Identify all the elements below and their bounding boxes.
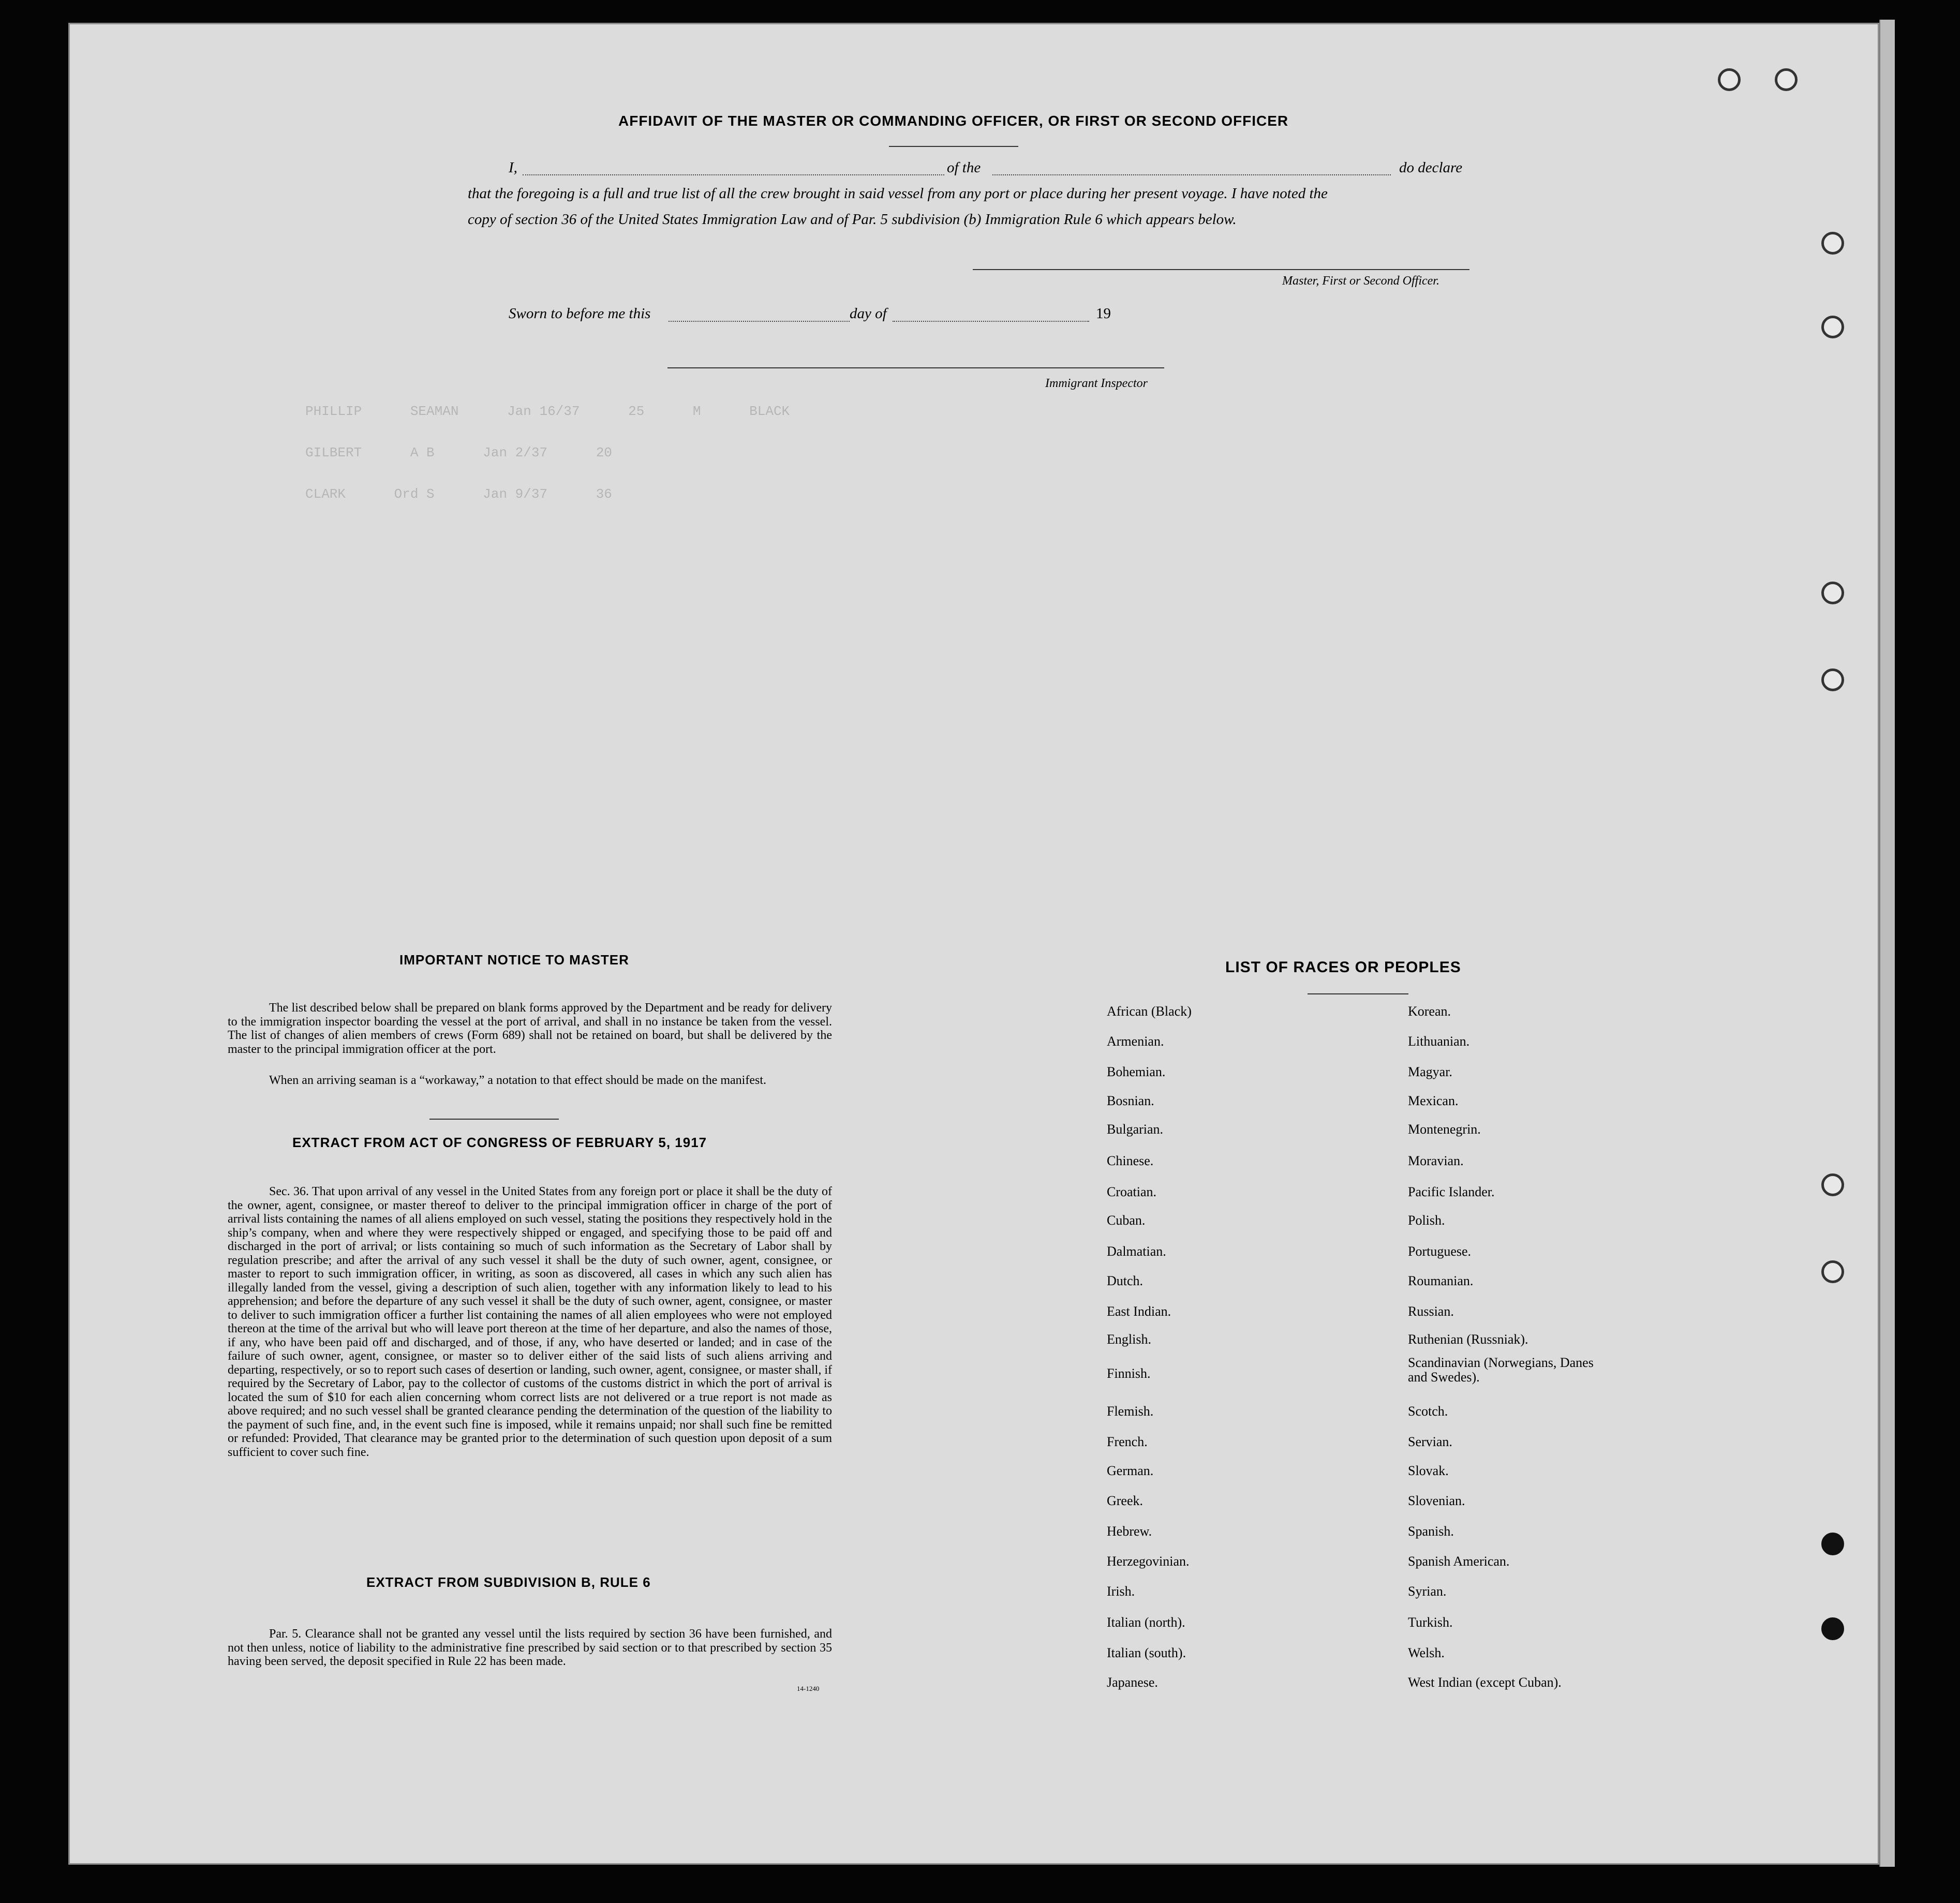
- race-item: Dutch.: [1107, 1273, 1144, 1288]
- race-item: Dalmatian.: [1107, 1244, 1166, 1259]
- race-item: English.: [1107, 1332, 1151, 1347]
- race-item: Irish.: [1107, 1584, 1135, 1599]
- race-item: Chinese.: [1107, 1153, 1154, 1168]
- race-item: Slovenian.: [1408, 1493, 1465, 1508]
- affidavit-do-declare: do declare: [1399, 159, 1463, 176]
- extract-act-title: EXTRACT FROM ACT OF CONGRESS OF FEBRUARY 5, 1917: [292, 1135, 707, 1150]
- race-item: East Indian.: [1107, 1304, 1171, 1319]
- race-item: Korean.: [1408, 1004, 1451, 1019]
- punch-hole: [1821, 1173, 1844, 1196]
- race-item: Armenian.: [1107, 1034, 1164, 1049]
- punch-hole: [1821, 582, 1844, 604]
- affidavit-i-label: I,: [509, 159, 517, 176]
- divider: [1308, 993, 1408, 994]
- master-signature-label: Master, First or Second Officer.: [1282, 274, 1439, 288]
- race-item: Turkish.: [1408, 1615, 1453, 1630]
- officer-name-field[interactable]: [523, 174, 944, 175]
- races-title: LIST OF RACES OR PEOPLES: [1225, 959, 1461, 976]
- race-item: Italian (north).: [1107, 1615, 1185, 1630]
- punch-hole: [1821, 232, 1844, 255]
- notice-paragraph-1: The list described below shall be prepared on blank forms approved by the Department and be ready for delivery to the immigration inspector boarding the vessel at the port of arrival, and shall in no instance be taken from the vessel. The list of changes of alien members of crews (Form 689) shall not be retained on board, but shall be delivered by the master to the principal immigration officer at the port.: [228, 1001, 832, 1056]
- notice-paragraph-2: When an arriving seaman is a “workaway,” a notation to that effect should be made on the manifest.: [269, 1074, 766, 1087]
- race-item: Slovak.: [1408, 1463, 1449, 1478]
- race-item: Roumanian.: [1408, 1273, 1474, 1288]
- punch-hole: [1718, 68, 1741, 91]
- race-item: German.: [1107, 1463, 1154, 1478]
- race-item: Ruthenian (Russniak).: [1408, 1332, 1528, 1347]
- divider: [889, 146, 1018, 147]
- races-list-right: [1408, 1004, 1625, 1697]
- race-item: Italian (south).: [1107, 1645, 1186, 1660]
- race-item: Syrian.: [1408, 1584, 1447, 1599]
- master-signature-line[interactable]: [973, 269, 1469, 270]
- race-item: Polish.: [1408, 1213, 1445, 1228]
- race-item: Bosnian.: [1107, 1093, 1154, 1108]
- race-item: Moravian.: [1408, 1153, 1464, 1168]
- extract-rule-text: Par. 5. Clearance shall not be granted any vessel until the lists required by section 36 have been furnished, and not then unless, notice of liability to the administrative fine prescribed by said section or to that prescribed by section 35 having been served, the deposit specified in Rule 22 has been made.: [228, 1627, 832, 1668]
- punch-hole: [1821, 316, 1844, 338]
- punch-hole: [1775, 68, 1798, 91]
- punch-hole: [1821, 1533, 1844, 1555]
- race-item: Portuguese.: [1408, 1244, 1472, 1259]
- bleed-through-text: GILBERT A B Jan 2/37 20: [305, 445, 612, 460]
- race-item: Cuban.: [1107, 1213, 1146, 1228]
- race-item: Scotch.: [1408, 1404, 1448, 1419]
- race-item: Spanish.: [1408, 1524, 1454, 1539]
- affidavit-title: AFFIDAVIT OF THE MASTER OR COMMANDING OFFICER, OR FIRST OR SECOND OFFICER: [618, 113, 1289, 129]
- races-list-left: [1107, 1004, 1376, 1697]
- race-item: Mexican.: [1408, 1093, 1459, 1108]
- race-item: French.: [1107, 1434, 1148, 1449]
- race-item: Herzegovinian.: [1107, 1554, 1190, 1569]
- punch-hole: [1821, 668, 1844, 691]
- race-item: Japanese.: [1107, 1675, 1158, 1690]
- race-item: Bulgarian.: [1107, 1122, 1164, 1137]
- race-item: Welsh.: [1408, 1645, 1445, 1660]
- vessel-name-field[interactable]: [992, 174, 1391, 175]
- inspector-signature-line[interactable]: [667, 367, 1164, 368]
- affidavit-line-1: that the foregoing is a full and true list of all the crew brought in said vessel from any port or place during her present voyage. I have noted the: [468, 185, 1328, 202]
- race-item: Hebrew.: [1107, 1524, 1152, 1539]
- race-item: Scandinavian (Norwegians, Danes and Swedes).: [1408, 1355, 1594, 1385]
- sworn-day-field[interactable]: [669, 321, 850, 322]
- sworn-label: Sworn to before me this: [509, 305, 651, 322]
- race-item: Croatian.: [1107, 1184, 1157, 1199]
- punch-hole: [1821, 1260, 1844, 1283]
- race-item: Magyar.: [1408, 1064, 1452, 1079]
- notice-title: IMPORTANT NOTICE TO MASTER: [399, 952, 629, 968]
- day-of-label: day of: [850, 305, 887, 322]
- race-item: Russian.: [1408, 1304, 1454, 1319]
- race-item: Montenegrin.: [1408, 1122, 1481, 1137]
- bleed-through-text: PHILLIP SEAMAN Jan 16/37 25 M BLACK: [305, 404, 790, 419]
- race-item: Servian.: [1408, 1434, 1452, 1449]
- race-item: Flemish.: [1107, 1404, 1154, 1419]
- race-item: West Indian (except Cuban).: [1408, 1675, 1562, 1690]
- punch-hole: [1821, 1617, 1844, 1640]
- race-item: Bohemian.: [1107, 1064, 1166, 1079]
- year-label: 19: [1096, 305, 1111, 322]
- divider: [429, 1119, 559, 1120]
- affidavit-line-2: copy of section 36 of the United States Immigration Law and of Par. 5 subdivision (b) Immigration Rule 6 which appears below.: [468, 211, 1237, 228]
- extract-act-text: Sec. 36. That upon arrival of any vessel in the United States from any foreign port or place it shall be the duty of the owner, agent, consignee, or master thereof to deliver to the principal immigration officer in charge of the port of arrival lists containing the names of all aliens employed on such vessel, stating the positions they respectively hold in the ship’s company, when and where they were respectively shipped or engaged, and specifying those to be paid off and discharged in the port of arrival; or lists containing so much of such information as the Secretary of Labor shall by regulation prescribe; and after the arrival of any such vessel it shall be the duty of such owner, agent, consignee, or master to report to such immigration officer, in writing, as soon as discovered, all cases in which any such alien has illegally landed from the vessel, giving a description of such alien, together with any information likely to lead to his apprehension; and before the departure of any such vessel it shall be the duty of such owner, agent, consignee, or master to deliver to such immigration officer a further list containing the names of all alien employees who were not employed thereon at the time of the arrival but who will leave port thereon at the time of her departure, and also the names of those, if any, who have been paid off and discharged, and of those, if any, who have deserted or landed; and in case of the failure of such owner, agent, consignee, or master so to deliver either of the said lists of such aliens arriving and departing, respectively, or so to report such cases of desertion or landing, such owner, agent, consignee, or master shall, if required by the Secretary of Labor, pay to the collector of customs of the customs district in which the port of arrival is located the sum of $10 for each alien concerning whom correct lists are not delivered or a true report is not made as above required; and no such vessel shall be granted clearance pending the determination of the question of the liability to the payment of such fine, and, in the event such fine is imposed, while it remains unpaid; nor shall such fine be remitted or refunded: Provided, That clearance may be granted prior to the determination of such question upon deposit of a sum sufficient to cover such fine.: [228, 1185, 832, 1459]
- sworn-month-field[interactable]: [893, 321, 1089, 322]
- race-item: Finnish.: [1107, 1366, 1151, 1381]
- race-item: Pacific Islander.: [1408, 1184, 1495, 1199]
- page-edge: [1879, 20, 1895, 1867]
- affidavit-of-the: of the: [947, 159, 981, 176]
- inspector-label: Immigrant Inspector: [1045, 377, 1148, 390]
- race-item: African (Black): [1107, 1004, 1192, 1019]
- bleed-through-text: CLARK Ord S Jan 9/37 36: [305, 486, 612, 502]
- extract-rule-title: EXTRACT FROM SUBDIVISION B, RULE 6: [366, 1574, 651, 1590]
- race-item: Greek.: [1107, 1493, 1144, 1508]
- race-item: Spanish American.: [1408, 1554, 1510, 1569]
- form-number: 14-1240: [797, 1685, 820, 1692]
- race-item: Lithuanian.: [1408, 1034, 1470, 1049]
